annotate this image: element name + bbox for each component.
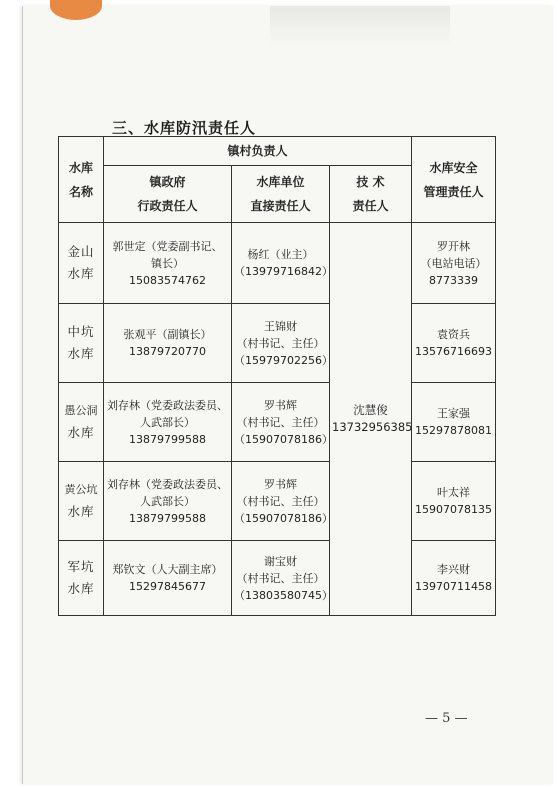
reservoir-unit-cell: 杨红（业主） （13979716842） bbox=[232, 223, 330, 304]
table-row bbox=[59, 304, 496, 383]
town-gov-cell: 刘存林（党委政法委员、 人武部长） 13879799588 bbox=[104, 462, 232, 541]
town-gov-cell: 郭世定（党委副书记、 镇长） 15083574762 bbox=[104, 223, 232, 304]
reservoir-name-cell: 军坑 水库 bbox=[59, 541, 104, 616]
town-gov-cell: 张观平（副镇长） 13879720770 bbox=[104, 304, 232, 383]
reservoir-name-cell: 中坑 水库 bbox=[59, 304, 104, 383]
table-row bbox=[59, 462, 496, 541]
table-row bbox=[59, 383, 496, 462]
reservoir-name-cell: 金山 水库 bbox=[59, 223, 104, 304]
reservoir-name-cell: 愚公洞 水库 bbox=[59, 383, 104, 462]
scan-shadow bbox=[270, 6, 450, 46]
safety-manager-cell: 叶太祥 15907078135 bbox=[412, 462, 496, 541]
reservoir-unit-cell: 罗书辉 （村书记、主任） （15907078186） bbox=[232, 462, 330, 541]
town-gov-cell: 刘存林（党委政法委员、 人武部长） 13879799588 bbox=[104, 383, 232, 462]
reservoir-name-cell: 黄公坑 水库 bbox=[59, 462, 104, 541]
header-town-village: 镇村负责人 bbox=[104, 137, 412, 166]
town-gov-cell: 郑钦文（人大副主席） 15297845677 bbox=[104, 541, 232, 616]
safety-manager-cell: 王家强 15297878081 bbox=[412, 383, 496, 462]
page-number: — 5 — bbox=[425, 711, 468, 726]
table-row bbox=[59, 223, 496, 304]
header-technical: 技 术 责任人 bbox=[330, 166, 412, 223]
reservoir-unit-cell: 罗书辉 （村书记、主任） （15907078186） bbox=[232, 383, 330, 462]
safety-manager-cell: 袁资兵 13576716693 bbox=[412, 304, 496, 383]
header-reservoir-name: 水库 名称 bbox=[59, 137, 104, 223]
table-row bbox=[59, 541, 496, 616]
safety-manager-cell: 罗开林 （电站电话） 8773339 bbox=[412, 223, 496, 304]
technical-person-cell: 沈慧俊 13732956385 bbox=[330, 223, 412, 616]
header-safety-manager: 水库安全 管理责任人 bbox=[412, 137, 496, 223]
header-row-1 bbox=[59, 137, 496, 166]
header-reservoir-unit: 水库单位 直接责任人 bbox=[232, 166, 330, 223]
flood-responsibility-table bbox=[58, 136, 496, 616]
section-title: 三、水库防汛责任人 bbox=[112, 119, 257, 137]
reservoir-unit-cell: 王锦财 （村书记、主任） （15979702256） bbox=[232, 304, 330, 383]
safety-manager-cell: 李兴财 13970711458 bbox=[412, 541, 496, 616]
reservoir-unit-cell: 谢宝财 （村书记、主任） （13803580745） bbox=[232, 541, 330, 616]
header-town-gov: 镇政府 行政责任人 bbox=[104, 166, 232, 223]
